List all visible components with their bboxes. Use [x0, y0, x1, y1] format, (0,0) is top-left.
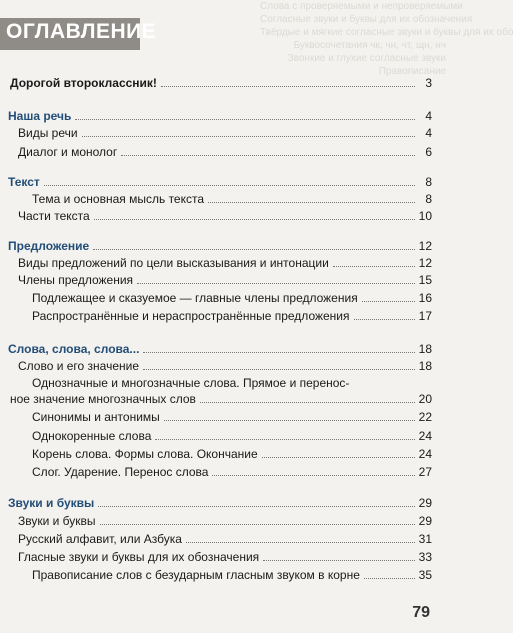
bleed-through-text: Слова с проверяемыми и непроверяемыми Согласные звуки и буквы для их обозначения Твёрдые и мягкие согласные звуки и буквы для их обо Буквосочетания чк, чн, чт, щн, нч Звонкие и глухие согласные звуки Правописание	[260, 1, 513, 77]
toc-item[interactable]: Подлежащее и сказуемое — главные члены предложения 16	[32, 291, 432, 305]
toc-item[interactable]: Слог. Ударение. Перенос слова 27	[32, 465, 432, 479]
toc-section-slova[interactable]: Слова, слова, слова... 18	[8, 342, 432, 356]
toc-section-nasha-rech[interactable]	[8, 106, 432, 123]
section-title: Звуки и буквы	[8, 496, 95, 510]
section-title: Предложение	[8, 239, 90, 253]
toc-section-tekst[interactable]: Текст 8	[8, 175, 432, 189]
toc-item[interactable]: Гласные звуки и буквы для их обозначения 33	[18, 550, 432, 564]
toc-item[interactable]: Распространённые и нераспространённые предложения 17	[32, 309, 432, 323]
toc-item[interactable]: Тема и основная мысль текста 8	[32, 192, 432, 206]
toc-item[interactable]: Виды речи 4	[18, 126, 432, 140]
toc-section-zvuki[interactable]: Звуки и буквы 29	[8, 496, 432, 510]
toc-item[interactable]: Корень слова. Формы слова. Окончание 24	[32, 447, 432, 461]
toc-intro-label: Дорогой второклассник!	[10, 76, 157, 90]
leader-dots	[161, 86, 415, 87]
toc-item[interactable]: Виды предложений по цели высказывания и интонации 12	[18, 256, 432, 270]
toc-section-predlozhenie[interactable]: Предложение 12	[8, 239, 432, 253]
toc-item[interactable]: Диалог и монолог 6	[18, 145, 432, 159]
toc-item-wrapped-first-line[interactable]: Однозначные и многозначные слова. Прямое и перенос-	[32, 376, 350, 390]
toc-item[interactable]: Правописание слов с безударным гласным звуком в корне 35	[32, 568, 432, 582]
toc-intro[interactable]	[10, 73, 432, 90]
toc-item[interactable]: Синонимы и антонимы 22	[32, 410, 432, 424]
toc-page: 4	[425, 109, 432, 123]
toc-item[interactable]: Слово и его значение 18	[18, 359, 432, 373]
page-title: ОГЛАВЛЕНИЕ	[6, 20, 157, 43]
toc-item[interactable]: Однокоренные слова 24	[32, 429, 432, 443]
section-title: Слова, слова, слова...	[8, 342, 140, 356]
toc-item[interactable]: ное значение многозначных слов 20	[10, 392, 432, 406]
toc-item[interactable]: Члены предложения 15	[18, 273, 432, 287]
toc-item[interactable]: Части текста 10	[18, 209, 432, 223]
section-title: Текст	[8, 175, 40, 189]
page-number: 79	[412, 604, 430, 621]
toc-item[interactable]: Русский алфавит, или Азбука 31	[18, 532, 432, 546]
toc-page: 3	[425, 76, 432, 90]
toc-item[interactable]: Звуки и буквы 29	[18, 514, 432, 528]
leader-dots	[75, 119, 415, 120]
section-title: Наша речь	[8, 109, 72, 123]
